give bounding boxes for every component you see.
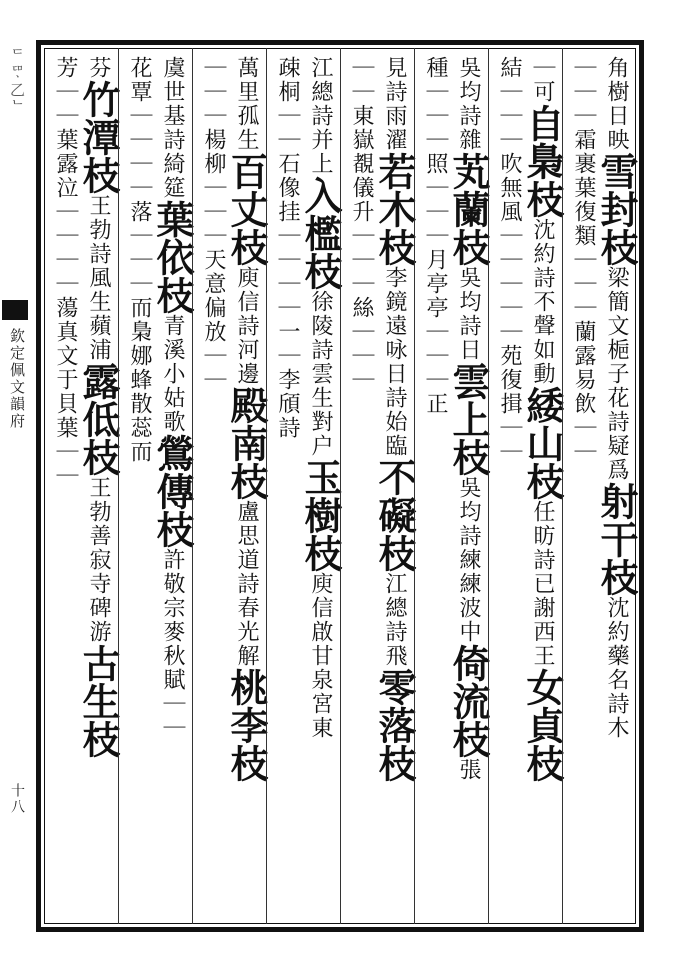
- commentary-text: 許敬宗麥秋賦｜｜: [160, 548, 185, 740]
- commentary-text: 蘭露易飲: [571, 320, 596, 416]
- commentary-text: 沈約詩不聲如動: [530, 218, 555, 386]
- text-line-right: [298, 56, 343, 916]
- commentary-text: 石像挂｜｜: [275, 152, 300, 272]
- commentary-text: 天意偏放｜｜: [201, 248, 226, 392]
- entry-heading: 殿南枝: [224, 386, 269, 500]
- commentary-text: 蕩真文于貝葉｜｜: [53, 296, 78, 488]
- page-number: 十八: [9, 783, 25, 815]
- commentary-text: 李鏡遠咏日詩始臨: [382, 266, 407, 458]
- entry-heading: 若木枝: [372, 152, 417, 266]
- commentary-text: 盧思道詩春光解: [234, 500, 259, 668]
- commentary-text: 正: [423, 392, 448, 416]
- entry-heading: 芄蘭枝: [446, 152, 491, 266]
- commentary-text: 庾信詩河邊: [234, 266, 259, 386]
- entry-heading: 古生枝: [76, 644, 121, 758]
- entry-heading: 倚流枝: [446, 644, 491, 758]
- commentary-text: 見詩雨濯: [382, 56, 407, 152]
- text-line-right: [150, 56, 195, 916]
- entry-heading: 自梟枝: [520, 104, 565, 218]
- commentary-text: 王勃詩風生蘋浦: [86, 194, 111, 362]
- text-line-right: [76, 56, 121, 916]
- commentary-text: 虞世基詩綺筵: [160, 56, 185, 200]
- text-line-left: [492, 56, 526, 916]
- commentary-text: 萬里孤生: [234, 56, 259, 152]
- commentary-text: 苑復揖｜｜: [497, 344, 522, 464]
- book-title: 欽定佩文韻府: [8, 328, 26, 430]
- margin-black-bar: [2, 300, 28, 320]
- entry-heading: 竹潭枝: [76, 80, 121, 194]
- text-line-right: [520, 56, 565, 916]
- text-column: [414, 56, 489, 916]
- commentary-text: ｜｜一｜李頎詩: [275, 272, 300, 440]
- text-line-left: [48, 56, 82, 916]
- commentary-text: 江總詩并上: [308, 56, 333, 176]
- commentary-text: 照｜｜｜: [423, 152, 448, 248]
- commentary-text: 吳均詩日: [456, 266, 481, 362]
- commentary-text: 吳均詩雜: [456, 56, 481, 152]
- commentary-text: 吹無風｜｜: [497, 152, 522, 272]
- commentary-text: 徐陵詩雲生對户: [308, 290, 333, 458]
- text-line-left: [418, 56, 452, 916]
- commentary-text: ｜可: [530, 56, 555, 104]
- commentary-text: ｜｜｜: [571, 56, 596, 128]
- commentary-text: 月亭亭｜｜｜: [423, 248, 448, 392]
- column-rule: [414, 48, 415, 924]
- commentary-text: ｜而梟娜蜂散蕊而: [127, 272, 152, 464]
- commentary-text: 疎桐｜｜: [275, 56, 300, 152]
- commentary-text: ｜｜: [349, 56, 374, 104]
- text-line-right: [372, 56, 417, 916]
- commentary-text: 張: [456, 758, 481, 782]
- column-rule: [118, 48, 119, 924]
- column-rule: [266, 48, 267, 924]
- entry-heading: 雪封枝: [594, 152, 639, 266]
- commentary-text: 楊柳｜｜｜: [201, 128, 226, 248]
- commentary-text: ｜｜｜: [201, 56, 226, 128]
- commentary-text: ｜落｜｜: [127, 176, 152, 272]
- commentary-text: 青溪小姑歌: [160, 314, 185, 434]
- column-rule: [192, 48, 193, 924]
- entry-heading: 女貞枝: [520, 668, 565, 782]
- commentary-text: 葉露泣｜｜: [53, 128, 78, 248]
- text-column: [562, 56, 637, 916]
- commentary-text: ｜｜: [571, 416, 596, 464]
- commentary-text: 沈約藥名詩木: [604, 596, 629, 740]
- entry-heading: 鶯傳枝: [150, 434, 195, 548]
- text-column: [44, 56, 119, 916]
- entry-heading: 零落枝: [372, 668, 417, 782]
- commentary-text: ｜｜｜: [497, 272, 522, 344]
- text-line-left: [344, 56, 378, 916]
- commentary-text: 庾信啟甘泉宮東: [308, 572, 333, 740]
- text-column: [192, 56, 267, 916]
- commentary-text: 芳｜｜: [53, 56, 78, 128]
- commentary-text: 東嶽覩儀升｜｜｜: [349, 104, 374, 296]
- column-rule: [340, 48, 341, 924]
- text-column: [488, 56, 563, 916]
- column-rule: [488, 48, 489, 924]
- commentary-text: 王勃善寂寺碑游: [86, 476, 111, 644]
- commentary-text: 任昉詩已謝西王: [530, 500, 555, 668]
- commentary-text: ｜｜｜: [571, 248, 596, 320]
- text-line-left: [270, 56, 304, 916]
- text-line-right: [594, 56, 639, 916]
- commentary-text: 芬: [86, 56, 111, 80]
- commentary-text: 結｜｜｜: [497, 56, 522, 152]
- text-line-left: [122, 56, 156, 916]
- commentary-text: 霜裹葉復類: [571, 128, 596, 248]
- entry-heading: 葉依枝: [150, 200, 195, 314]
- text-column: [118, 56, 193, 916]
- entry-heading: 百丈枝: [224, 152, 269, 266]
- commentary-text: 梁簡文梔子花詩疑爲: [604, 266, 629, 482]
- entry-heading: 入檻枝: [298, 176, 343, 290]
- commentary-text: 絲｜｜｜: [349, 296, 374, 392]
- commentary-text: 吳均詩練練波中: [456, 476, 481, 644]
- column-rule: [562, 48, 563, 924]
- entry-heading: 桃李枝: [224, 668, 269, 782]
- text-column: [340, 56, 415, 916]
- entry-heading: 雲上枝: [446, 362, 491, 476]
- text-line-right: [224, 56, 269, 916]
- commentary-text: 角樹日映: [604, 56, 629, 152]
- entry-heading: 緌山枝: [520, 386, 565, 500]
- commentary-text: 花覃｜｜｜: [127, 56, 152, 176]
- commentary-text: ｜｜: [53, 248, 78, 296]
- text-line-left: [196, 56, 230, 916]
- text-line-left: [566, 56, 600, 916]
- margin-strip: [0, 48, 30, 924]
- entry-heading: 玉樹枝: [298, 458, 343, 572]
- text-line-right: [446, 56, 491, 916]
- margin-top-fragment: ᄃᄃᄆᆞ乙ᄂ: [8, 48, 26, 116]
- text-column: [266, 56, 341, 916]
- commentary-text: 江總詩飛: [382, 572, 407, 668]
- entry-heading: 露低枝: [76, 362, 121, 476]
- entry-heading: 射干枝: [594, 482, 639, 596]
- entry-heading: 不礙枝: [372, 458, 417, 572]
- commentary-text: 種｜｜｜: [423, 56, 448, 152]
